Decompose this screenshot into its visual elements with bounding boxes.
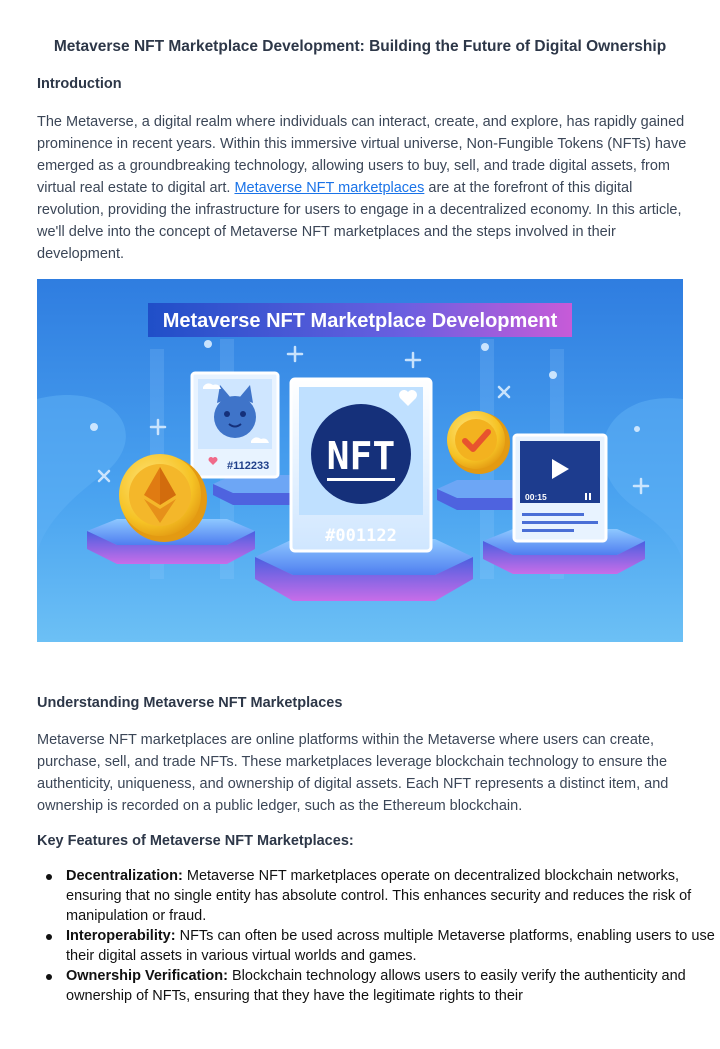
feature-description: Metaverse NFT marketplaces operate on decentralized blockchain networks, ensuring that no single entity has absolute control. This enhances security and reduces the risk of manipulation or fraud.	[66, 868, 692, 924]
understanding-heading: Understanding Metaverse NFT Marketplaces	[37, 695, 343, 711]
nft-badge-label: NFT	[326, 434, 396, 478]
feature-term: Ownership Verification:	[66, 968, 228, 984]
key-features-heading: Key Features of Metaverse NFT Marketplaces:	[37, 833, 354, 849]
introduction-heading: Introduction	[37, 76, 122, 92]
cat-nft-card	[192, 373, 278, 477]
metaverse-nft-marketplaces-link[interactable]: Metaverse NFT marketplaces	[234, 180, 425, 196]
hero-banner-title: Metaverse NFT Marketplace Development	[162, 310, 558, 332]
document-title: Metaverse NFT Marketplace Development: Building the Future of Digital Ownership	[53, 38, 667, 55]
list-item	[66, 926, 716, 966]
video-card	[514, 435, 606, 541]
introduction-text-part-2: are at the forefront of this digital revolution, providing the infrastructure for users to engage in a decentralized economy. In this article, we'll delve into the concept of Metaverse NFT marketplaces and the steps involved in their development.	[37, 180, 682, 262]
main-card-id: #001122	[325, 526, 397, 546]
hero-illustration	[37, 279, 683, 642]
understanding-paragraph: Metaverse NFT marketplaces are online platforms within the Metaverse where users can create, purchase, sell, and trade NFTs. These marketplaces leverage blockchain technology to ensure the authenticity, uniqueness, and ownership of digital assets. Each NFT represents a distinct item, and ownership is recorded on a public ledger, such as the Ethereum blockchain.	[37, 732, 669, 814]
hero-illustration-svg	[37, 279, 683, 642]
video-time: 00:15	[525, 492, 547, 502]
feature-description: Blockchain technology allows users to easily verify the authenticity and ownership of NFTs, ensuring that they have the legitimate rights to their	[66, 968, 686, 1004]
feature-term: Interoperability:	[66, 928, 176, 944]
bullet-icon	[46, 874, 52, 880]
list-item	[66, 866, 716, 926]
feature-description: NFTs can often be used across multiple Metaverse platforms, enabling users to use their digital assets in various virtual worlds and games.	[66, 928, 715, 964]
introduction-text-part-1: The Metaverse, a digital realm where individuals can interact, create, and explore, has rapidly gained prominence in recent years. Within this immersive virtual universe, Non-Fungible Tokens (NFTs) have emerged as a groundbreaking technology, allowing users to buy, sell, and trade digital assets, from virtual real estate to digital art.	[37, 114, 687, 196]
feature-term: Decentralization:	[66, 868, 183, 884]
cat-card-id: #112233	[227, 460, 270, 472]
bullet-icon	[46, 974, 52, 980]
introduction-paragraph	[37, 111, 687, 265]
main-nft-card	[291, 379, 431, 551]
key-features-list	[37, 866, 716, 1006]
bullet-icon	[46, 934, 52, 940]
list-item	[66, 966, 716, 1006]
